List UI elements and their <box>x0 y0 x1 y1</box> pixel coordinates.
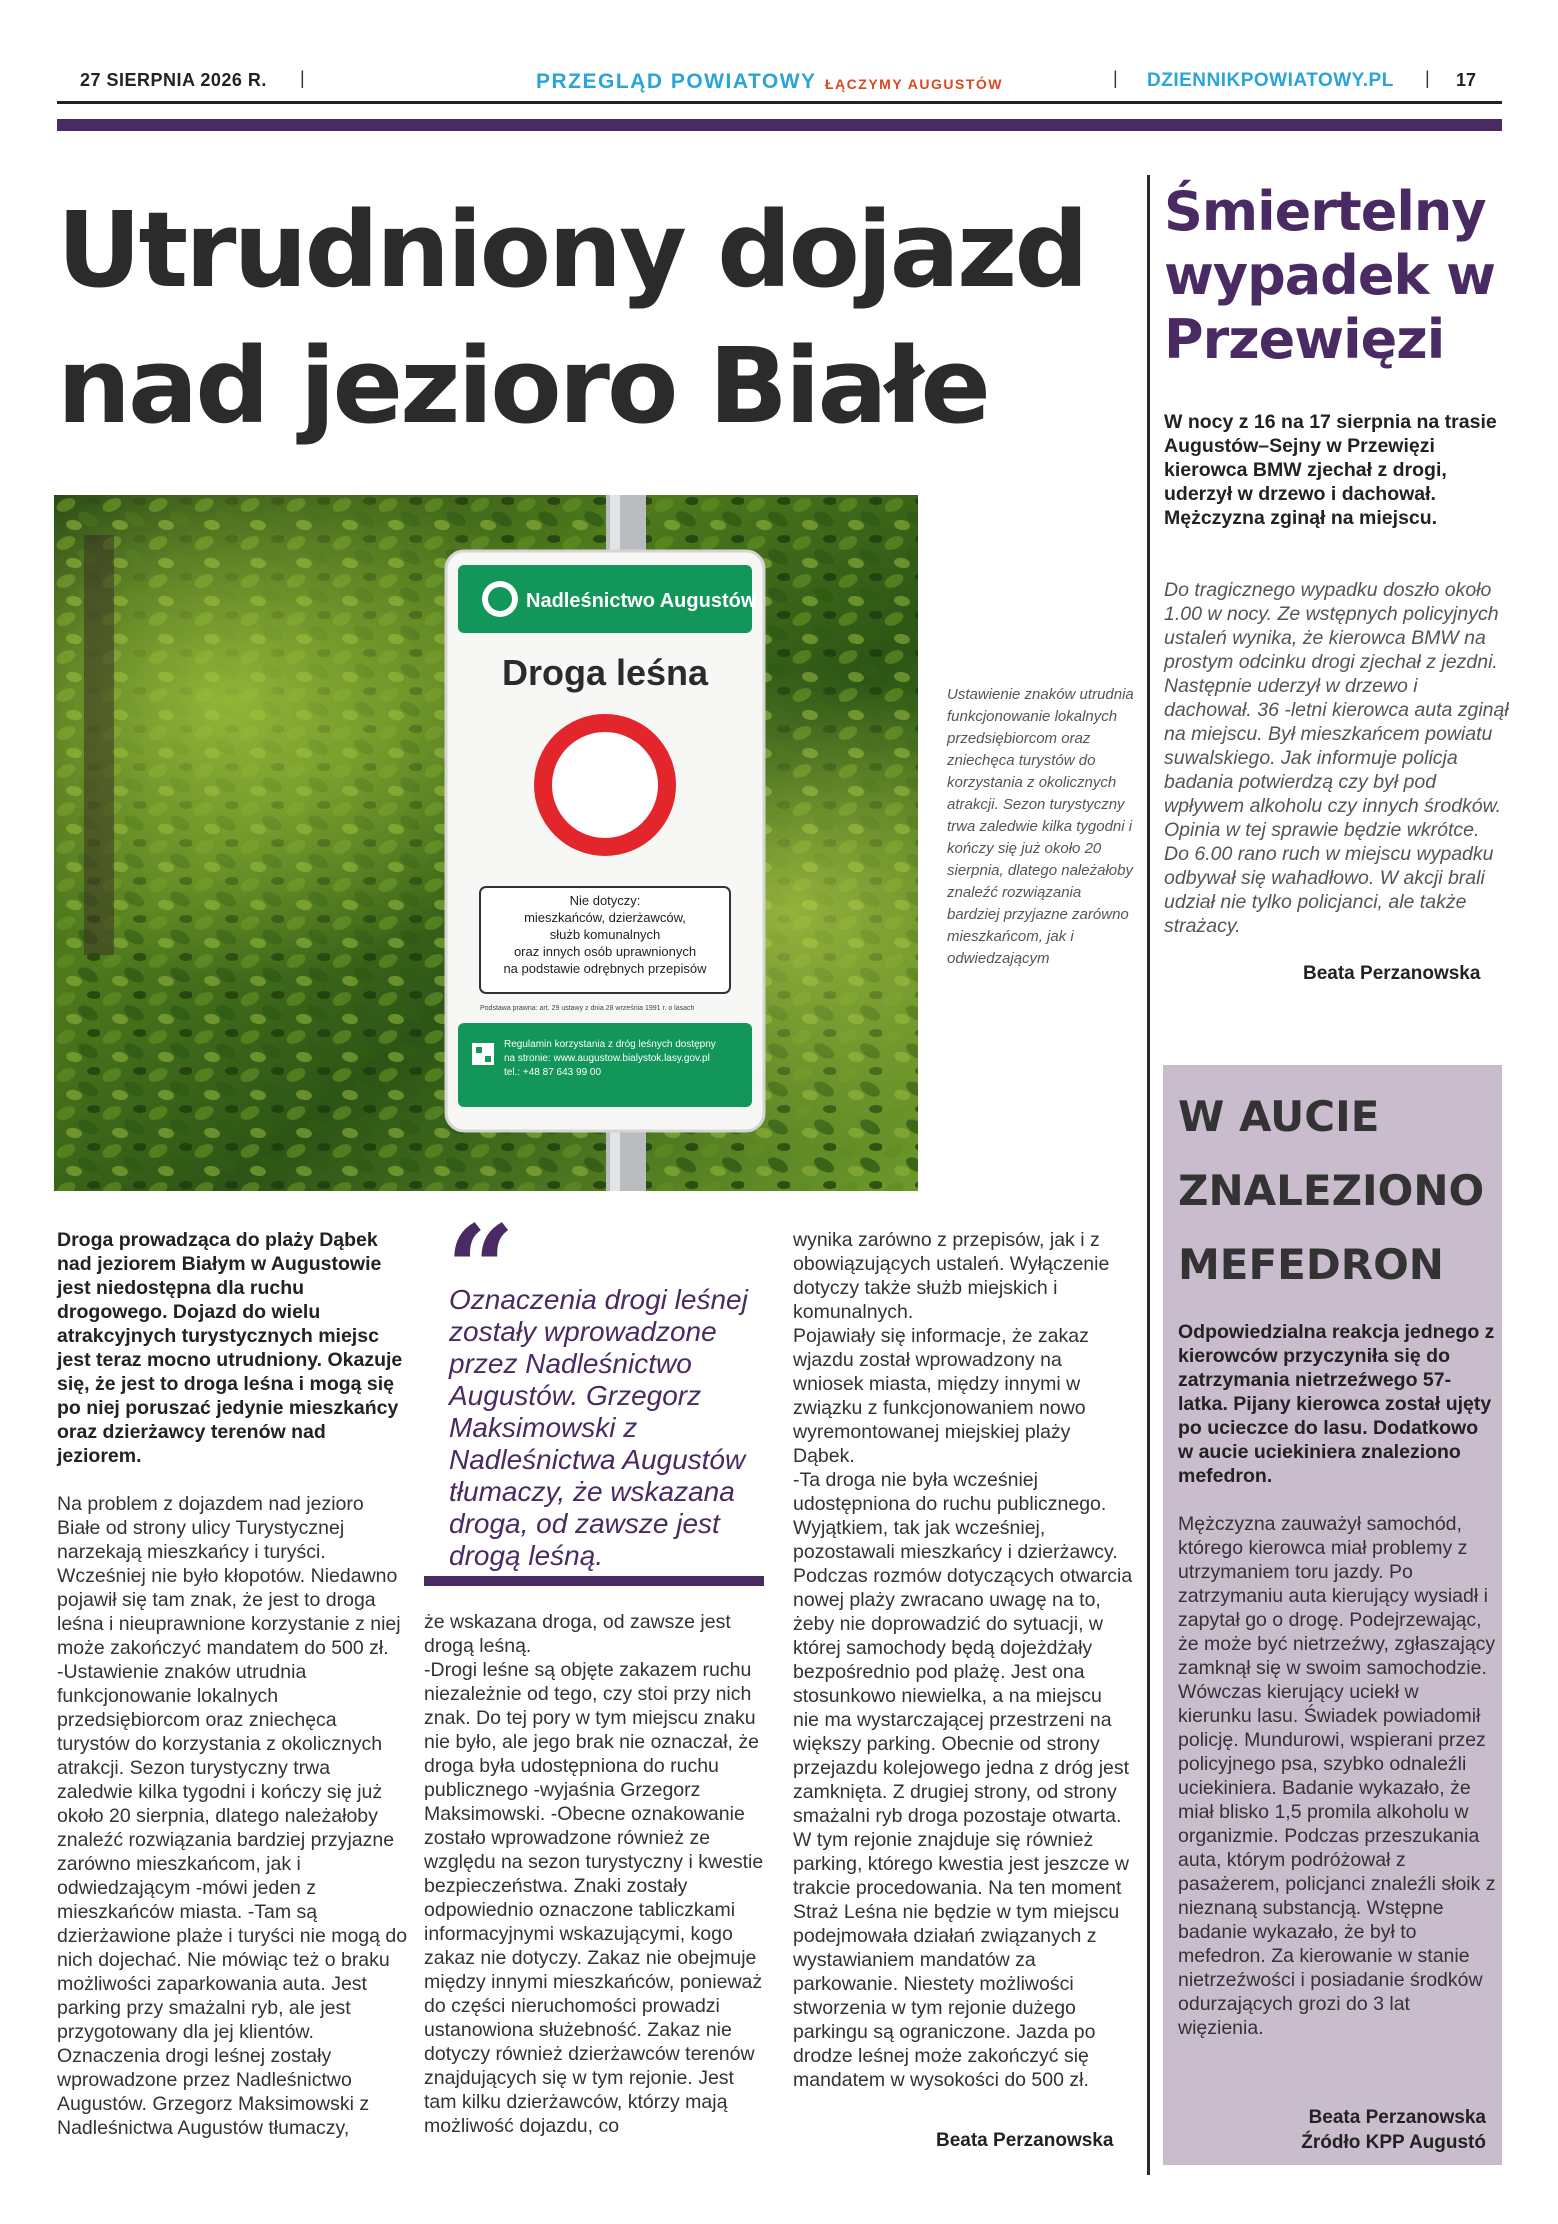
sign-footer-line: na stronie: www.augustow.bialystok.lasy.gov.pl <box>504 1053 710 1064</box>
sign-exempt-line: służb komunalnych <box>549 927 661 942</box>
sign-title-text: Droga leśna <box>501 652 709 693</box>
article-byline: Beata Perzanowska <box>936 2130 1114 2151</box>
sign-legal-basis: Podstawa prawna: art. 29 ustawy z dnia 28 września 1991 r. o lasach <box>480 1005 695 1012</box>
article-column-1 <box>57 1228 410 2140</box>
article-body-text: Na problem z dojazdem nad jezioro Białe od strony ulicy Turystycznej narzekają mieszkańcy i turyści. Wcześniej nie było kłopotów. Niedawno pojawił się tam znak, że jest to droga leśna i nieuprawnione korzystanie z niej może zakończyć mandatem do 500 zł. -Ustawienie znaków utrudnia funkcjonowanie lokalnych przedsiębiorcom oraz zniechęca turystów do korzystania z okolicznych atrakcji. Sezon turystyczny trwa zaledwie kilka tygodni i kończy się już około 20 sierpnia, dlatego należałoby znaleźć rozwiązania bardziej przyjazne zarówno mieszkańcom, jak i odwiedzającym -mówi jeden z mieszkańców miasta. -Tam są dzierżawione plaże i turyści nie mogą do nich dojechać. Nie mówiąc też o braku możliwości zaparkowania auta. Jest parking przy smażalni ryb, ale jest przygotowany dla jej klientów. Oznaczenia drogi leśnej zostały wprowadzone przez Nadleśnictwo Augustów. Grzegorz Maksimowski z Nadleśnictwa Augustów tłumaczy, <box>57 1493 408 2139</box>
article-body-text: wynika zarówno z przepisów, jak i z obowiązujących ustaleń. Wyłączenie dotyczy także służb miejskich i komunalnych. Pojawiały się informacje, że zakaz wjazdu został wprowadzony na wniosek miasta, między innymi w związku z funkcjonowaniem nowo wyremontowanej miejskiej plaży Dąbek. -Ta droga nie była wcześniej udostępniona do ruchu publicznego. Wyjątkiem, tak jak wcześniej, pozostawali mieszkańcy i dzierżawcy. Podczas rozmów dotyczących otwarcia nowej plaży zwracano uwagę na to, żeby nie doprowadzić do sytuacji, w której samochody będą dojeżdżały bezpośrednio pod plażę. Jest ona stosunkowo niewielka, a na miejscu nie ma wystarczającej przestrzeni na większy parking. Obecnie od strony przejazdu kolejowego jedna z dróg jest zamknięta. Z drugiej strony, od strony smażalni ryb droga pozostaje otwarta. W tym rejonie znajduje się również parking, którego kwestia jest jeszcze w trakcie procedowania. Na ten moment Straż Leśna nie będzie w tym miejscu podejmowała działań związanych z wystawianiem mandatów za parkowanie. Niestety możliwości stworzenia w tym rejonie dużego parkingu są ograniczone. Jazda po drodze leśnej może zakończyć się mandatem w wysokości do 500 zł. <box>793 1229 1133 2091</box>
sign-exempt-line: mieszkańców, dzierżawców, <box>524 910 686 925</box>
pull-quote <box>424 1199 764 1572</box>
quote-mark-icon: “ <box>446 1199 516 1340</box>
sign-exempt-line: na podstawie odrębnych przepisów <box>503 961 707 976</box>
website-link[interactable]: DZIENNIKPOWIATOWY.PL <box>1147 70 1394 91</box>
boxed-article-source: Źródło KPP Augustó <box>1301 2132 1486 2153</box>
side-article-byline: Beata Perzanowska <box>1303 963 1481 984</box>
side-article-lead: W nocy z 16 na 17 sierpnia na trasie Augustów–Sejny w Przewięzi kierowca BMW zjechał z drogi, uderzył w drzewo i dachował. Mężczyzna zginął na miejscu. <box>1164 411 1497 529</box>
boxed-article-lead: Odpowiedzialna reakcja jednego z kierowców przyczyniła się do zatrzymania nietrzeźwego 57-latka. Pijany kierowca został ujęty po ucieczce do lasu. Dodatkowo w aucie uciekiniera znaleziono mefedron. <box>1178 1321 1495 1487</box>
photo-caption: Ustawienie znaków utrudnia funkcjonowanie lokalnych przedsiębiorcom oraz zniechęca turystów do korzystania z okolicznych atrakcji. Sezon turystyczny trwa zaledwie kilka tygodni i kończy się już około 20 sierpnia, dlatego należałoby znaleźć rozwiązania bardziej przyjazne zarówno mieszkańcom, jak i odwiedzającym <box>947 686 1134 967</box>
header-separator: | <box>1425 68 1430 88</box>
newspaper-motto: ŁĄCZYMY AUGUSTÓW <box>825 76 1003 92</box>
article-column-3 <box>793 1228 1133 2092</box>
issue-date: 27 SIERPNIA 2026 R. <box>80 70 267 90</box>
header-separator: | <box>1113 68 1118 88</box>
article-photo <box>54 495 918 1191</box>
sign-footer-line: Regulamin korzystania z dróg leśnych dostępny <box>504 1039 716 1050</box>
boxed-article-title: W AUCIE ZNALEZIONO MEFEDRON <box>1178 1092 1485 1289</box>
sign-exempt-line: oraz innych osób uprawnionych <box>513 944 697 959</box>
pull-quote-rule <box>424 1576 764 1586</box>
newspaper-brand: PRZEGLĄD POWIATOWY <box>536 70 817 93</box>
header-rule <box>57 101 1502 104</box>
boxed-article-byline <box>1178 2105 1486 2155</box>
pull-quote-text: Oznaczenia drogi leśnej zostały wprowadzone przez Nadleśnictwo Augustów. Grzegorz Maksimowski z Nadleśnictwa Augustów tłumaczy, że wskazana droga, od zawsze jest drogą leśną. <box>449 1284 748 1571</box>
column-divider <box>1147 175 1150 2175</box>
boxed-article-author: Beata Perzanowska <box>1308 2107 1486 2128</box>
sign-footer-line: tel.: +48 87 643 99 00 <box>504 1067 602 1078</box>
article-column-2 <box>424 1610 764 2138</box>
forest-road-sign-photo <box>54 495 918 1191</box>
header-accent-bar <box>57 119 1502 131</box>
article-body-text: że wskazana droga, od zawsze jest drogą leśną. -Drogi leśne są objęte zakazem ruchu niezależnie od tego, czy stoi przy nich znak. Do tej pory w tym miejscu znaku nie było, ale jego brak nie oznaczał, że droga była udostępniona do ruchu publicznego -wyjaśnia Grzegorz Maksimowski. -Obecne oznakowanie zostało wprowadzone również ze względu na sezon turystyczny i kwestie bezpieczeństwa. Znaki zostały odpowiednio oznaczone tabliczkami informacyjnymi wskazującymi, kogo zakaz nie dotyczy. Zakaz nie obejmuje między innymi mieszkańców, ponieważ do części nieruchomości prowadzi ustanowiona służebność. Zakaz nie dotyczy również dzierżawców terenów znajdujących się w tym rejonie. Jest tam kilku dzierżawców, którzy mają możliwość dojazdu, co <box>424 1611 764 2137</box>
article-lead: Droga prowadząca do plaży Dąbek nad jeziorem Białym w Augustowie jest niedostępna dla ruchu drogowego. Dojazd do wielu atrakcyjnych turystycznych miejsc jest teraz mocno utrudniony. Okazuje się, że jest to droga leśna i mogą się po niej poruszać jedynie mieszkańcy oraz dzierżawcy terenów nad jeziorem. <box>57 1229 403 1467</box>
page-number: 17 <box>1456 70 1477 90</box>
sign-header-text: Nadleśnictwo Augustów <box>526 590 757 612</box>
side-article-title: Śmiertelny wypadek w Przewięzi <box>1164 180 1496 371</box>
main-headline: Utrudniony dojazd nad jezioro Białe <box>57 189 1086 447</box>
sign-exempt-line: Nie dotyczy: <box>569 893 641 908</box>
boxed-article-body: Mężczyzna zauważył samochód, którego kierowca miał problemy z utrzymaniem toru jazdy. Po zatrzymaniu auta kierujący wysiadł i zapytał go o drogę. Podejrzewając, że może być nietrzeźwy, zgłaszający zamknął się w swoim samochodzie. Wówczas kierujący uciekł w kierunku lasu. Świadek powiadomił policję. Mundurowi, wspierani przez policyjnego psa, szybko odnaleźli uciekiniera. Badanie wykazało, że miał blisko 1,5 promila alkoholu w organizmie. Podczas przeszukania auta, którym podróżował z pasażerem, policjanci znaleźli słoik z nieznaną substancją. Wstępne badanie wykazało, że był to mefedron. Za kierowanie w stanie nietrzeźwości i posiadanie środków odurzających grozi do 3 lat więzienia. <box>1178 1513 1496 2039</box>
side-article-body: Do tragicznego wypadku doszło około 1.00 w nocy. Ze wstępnych policyjnych ustaleń wynika, że kierowca BMW na prostym odcinku drogi zjechał z jezdni. Następnie uderzył w drzewo i dachował. 36 -letni kierowca auta zginął na miejscu. Był mieszkańcem powiatu suwalskiego. Jak informuje policja badania potwierdzą czy był pod wpływem alkoholu czy innych środków. Opinia w tej sprawie będzie wkrótce. Do 6.00 rano ruch w miejscu wypadku odbywał się wahadłowo. W akcji brali udział nie tylko policjanci, ale także strażacy. <box>1164 579 1509 937</box>
header-separator: | <box>300 68 305 88</box>
